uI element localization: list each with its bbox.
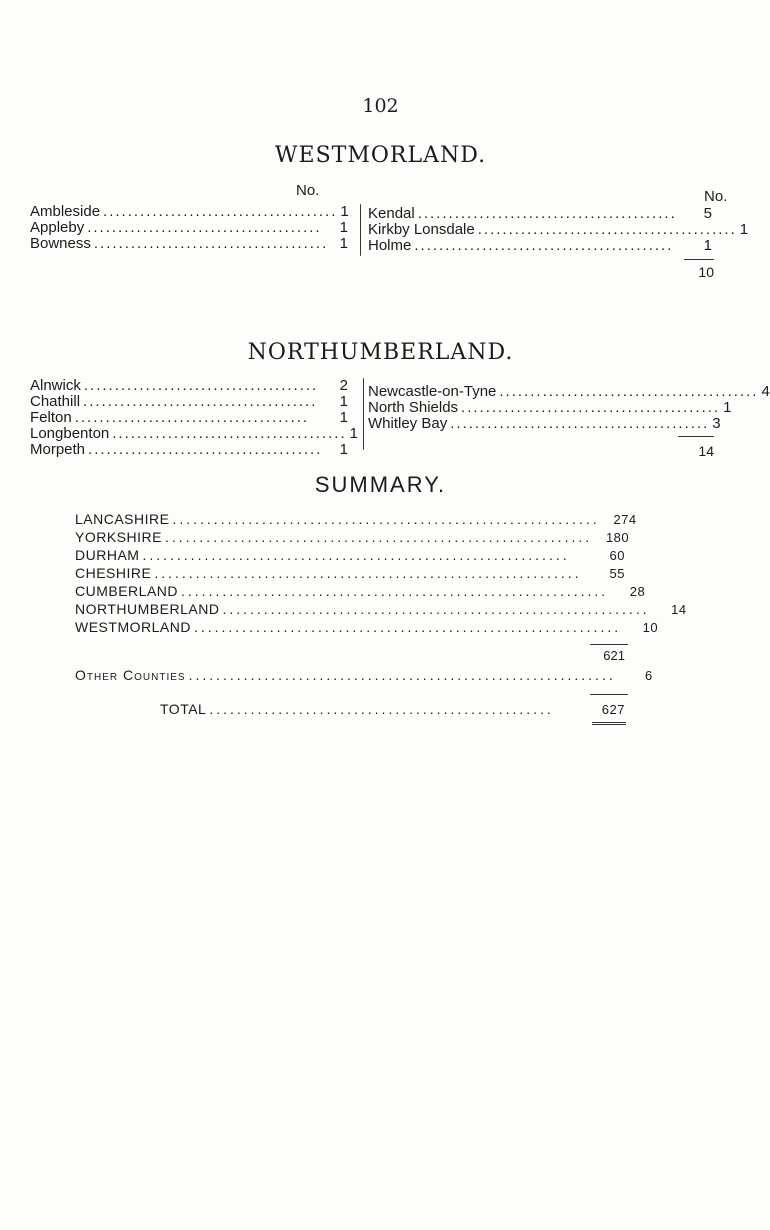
summary-row: CUMBERLAND .............................................................. 28 (75, 583, 646, 599)
county-name: CHESHIRE (75, 565, 152, 581)
list-item: Appleby ...................................... 1 (30, 219, 348, 236)
place-count: 2 (339, 377, 348, 394)
list-item: North Shields .......................................... 1 (368, 399, 732, 416)
place-count: 1 (339, 441, 348, 458)
county-name: YORKSHIRE (75, 529, 162, 545)
list-item: Morpeth ...................................... 1 (30, 441, 348, 458)
county-count: 10 (642, 620, 659, 635)
northumberland-brace (363, 378, 364, 450)
northumberland-right-list (368, 383, 770, 432)
list-item: Chathill ...................................... 1 (30, 393, 348, 410)
list-item: Longbenton ...................................... 1 (30, 425, 358, 442)
northumberland-left-list (30, 377, 358, 458)
list-item: Whitley Bay .......................................... 3 (368, 415, 721, 432)
summary-row: NORTHUMBERLAND .............................................................. 14 (75, 601, 687, 617)
westmorland-heading: WESTMORLAND. (274, 143, 487, 168)
total-count: 627 (601, 702, 625, 717)
county-count: 274 (613, 512, 637, 527)
westmorland-total: 10 (698, 264, 714, 280)
northumberland-total: 14 (698, 443, 714, 459)
total-list (160, 700, 625, 718)
county-name: NORTHUMBERLAND (75, 601, 220, 617)
list-item: Bowness ...................................... 1 (30, 235, 348, 252)
place-count: 1 (339, 235, 348, 252)
place-count: 5 (703, 205, 712, 222)
summary-row: WESTMORLAND .............................................................. 10 (75, 619, 659, 635)
list-item: Newcastle-on-Tyne .......................................... 4 (368, 383, 770, 400)
place-count: 1 (339, 393, 348, 410)
summary-row: YORKSHIRE .............................................................. 180 (75, 529, 630, 545)
county-count: 55 (609, 566, 625, 581)
place-name: Felton (30, 409, 72, 426)
place-name: Morpeth (30, 441, 86, 458)
place-count: 1 (340, 203, 349, 220)
place-name: Ambleside (30, 203, 101, 220)
summary-row: TOTAL .................................................. 627 (160, 701, 625, 717)
county-name: DURHAM (75, 547, 140, 563)
place-count: 1 (703, 237, 712, 254)
place-name: Alnwick (30, 377, 81, 394)
summary-list (75, 510, 687, 636)
summary-heading: SUMMARY. (314, 472, 447, 497)
summary-subtotal: 621 (603, 648, 625, 663)
list-item: Ambleside ...................................... 1 (30, 203, 349, 220)
place-name: Holme (368, 237, 412, 254)
place-count: 1 (723, 399, 732, 416)
list-item: Felton ...................................... 1 (30, 409, 348, 426)
other-counties-count: 6 (645, 668, 653, 683)
place-name: Chathill (30, 393, 81, 410)
county-name: LANCASHIRE (75, 511, 170, 527)
place-count: 4 (761, 383, 770, 400)
place-name: Newcastle-on-Tyne (368, 383, 497, 400)
summary-total-rule (590, 694, 628, 695)
page-number: 102 (362, 95, 399, 117)
list-item: Kendal .......................................... 5 (368, 205, 712, 222)
place-name: Longbenton (30, 425, 110, 442)
westmorland-right-col-label: No. (704, 188, 728, 205)
other-counties-list (75, 666, 653, 684)
westmorland-total-rule (684, 259, 714, 260)
northumberland-heading: NORTHUMBERLAND. (247, 340, 514, 365)
county-name: CUMBERLAND (75, 583, 179, 599)
summary-subtotal-rule (590, 644, 628, 645)
place-count: 1 (349, 425, 358, 442)
county-name: WESTMORLAND (75, 619, 191, 635)
list-item: Alnwick ...................................... 2 (30, 377, 348, 394)
place-count: 1 (339, 409, 348, 426)
place-count: 1 (339, 219, 348, 236)
northumberland-total-rule (678, 436, 714, 437)
place-count: 3 (712, 415, 721, 432)
summary-row: LANCASHIRE .............................................................. 274 (75, 511, 637, 527)
county-count: 28 (629, 584, 646, 599)
place-name: Kirkby Lonsdale (368, 221, 475, 238)
place-name: Appleby (30, 219, 85, 236)
place-name: Bowness (30, 235, 91, 252)
total-label: TOTAL (160, 701, 207, 717)
county-count: 180 (605, 530, 630, 545)
county-count: 60 (609, 548, 625, 563)
county-count: 14 (671, 602, 687, 617)
place-name: Kendal (368, 205, 415, 222)
summary-row: DURHAM .............................................................. 60 (75, 547, 625, 563)
place-name: Whitley Bay (368, 415, 448, 432)
other-counties-label: Other Counties (75, 667, 186, 683)
westmorland-brace (360, 204, 361, 256)
westmorland-right-list (368, 205, 749, 254)
list-item: Kirkby Lonsdale .......................................... 1 (368, 221, 749, 238)
list-item: Holme .......................................... 1 (368, 237, 712, 254)
summary-row: CHESHIRE .............................................................. 55 (75, 565, 625, 581)
total-double-rule (592, 722, 626, 725)
summary-row: Other Counties .............................................................. 6 (75, 667, 653, 683)
place-count: 1 (739, 221, 749, 238)
westmorland-left-col-label: No. (296, 182, 320, 199)
place-name: North Shields (368, 399, 459, 416)
westmorland-left-list (30, 204, 348, 252)
